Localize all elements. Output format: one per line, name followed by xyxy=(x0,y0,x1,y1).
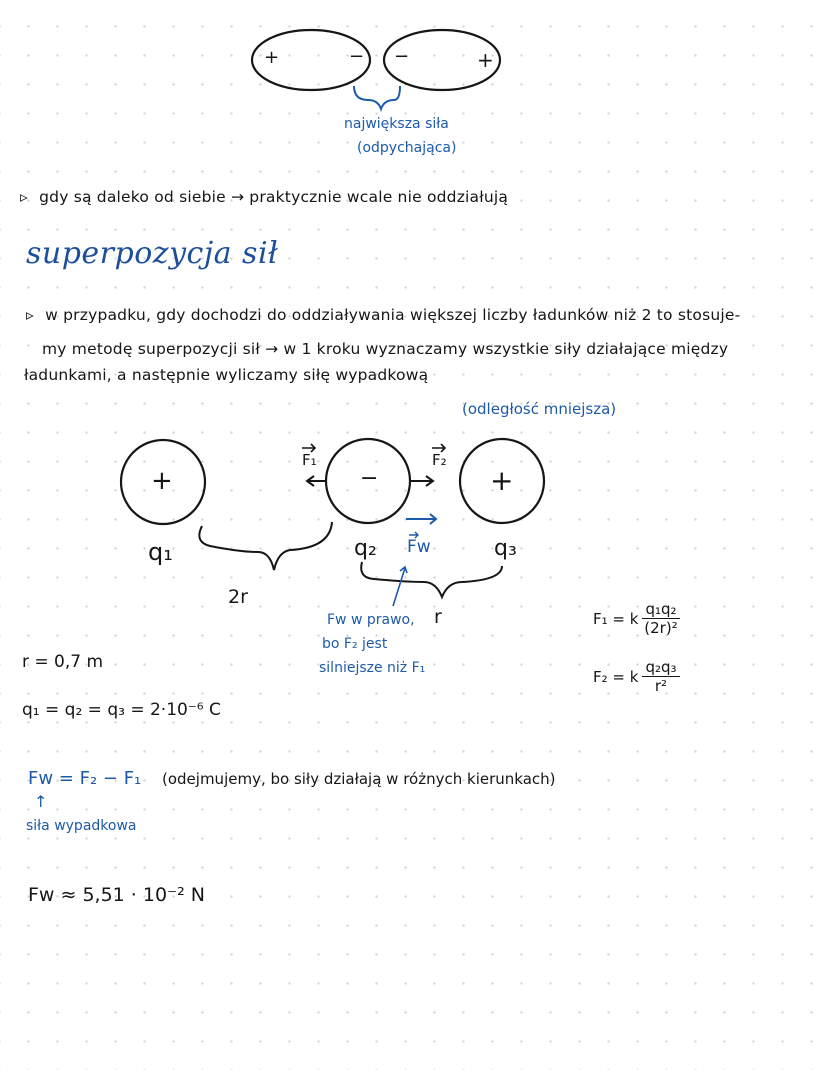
force-label-f2: F₂ xyxy=(432,451,447,469)
section-title: superpozycja sił xyxy=(26,236,279,271)
superposition-paragraph-line3: ładunkami, a następnie wyliczamy siłę wypadkową xyxy=(24,366,429,384)
max-force-note: największa siła xyxy=(344,116,449,132)
dipole-right-minus: − xyxy=(394,46,410,67)
brace-icon xyxy=(354,86,400,109)
resultant-force-label: siła wypadkowa xyxy=(26,818,137,834)
superposition-paragraph-line2: my metodę superpozycji sił → w 1 kroku wyznaczamy wszystkie siły działające między xyxy=(42,340,729,358)
formula-f1 xyxy=(593,600,680,638)
formula-f1-lhs: F₁ = k xyxy=(593,609,639,628)
dipole-right-plus: + xyxy=(477,48,494,72)
pointer-arrow-icon xyxy=(393,567,407,606)
final-result: Fw ≈ 5,51 · 10⁻² N xyxy=(28,884,205,906)
force-label-f1: F₁ xyxy=(302,451,317,469)
dipole-left-plus: + xyxy=(264,47,280,68)
brace-r xyxy=(361,562,502,597)
up-arrow-icon: ↑ xyxy=(34,792,48,811)
resultant-explanation: (odejmujemy, bo siły działają w różnych kierunkach) xyxy=(162,770,556,788)
resultant-note-line2: bo F₂ jest xyxy=(322,636,388,652)
paragraph-line1-text: w przypadku, gdy dochodzi do oddziaływania większej liczby ładunków niż 2 to stosuje- xyxy=(45,306,741,324)
resultant-arrow-icon xyxy=(406,514,436,524)
formula-f1-denominator: (2r)² xyxy=(644,619,678,637)
dipole-left-minus: − xyxy=(349,46,365,67)
charge-label-q1: q₁ xyxy=(148,538,173,566)
resultant-note-line1: Fw w prawo, xyxy=(327,612,415,628)
charge-sign-q3: + xyxy=(490,464,514,497)
distance-2r-label: 2r xyxy=(228,586,248,608)
distance-r-label: r xyxy=(434,606,442,628)
repulsive-note: (odpychająca) xyxy=(357,140,457,156)
formula-f2-lhs: F₂ = k xyxy=(593,667,639,686)
formula-f2 xyxy=(593,658,680,696)
formula-f1-fraction xyxy=(642,600,679,638)
distance-note: (odległość mniejsza) xyxy=(462,400,617,418)
formula-f2-numerator: q₂q₃ xyxy=(642,658,679,677)
charge-sign-q2: − xyxy=(360,466,379,491)
resultant-equation: Fw = F₂ − F₁ xyxy=(28,768,142,789)
formula-f1-numerator: q₁q₂ xyxy=(642,600,679,619)
given-charges: q₁ = q₂ = q₃ = 2·10⁻⁶ C xyxy=(22,700,221,720)
superposition-paragraph-line1 xyxy=(26,306,740,324)
charge-label-q3: q₃ xyxy=(494,536,517,561)
bullet-icon: ▹ xyxy=(20,188,28,206)
formula-f2-fraction xyxy=(642,658,679,696)
formula-f2-denominator: r² xyxy=(654,677,668,695)
brace-2r xyxy=(199,522,332,570)
far-apart-text: gdy są daleko od siebie → praktycznie wcale nie oddziałują xyxy=(39,188,509,206)
given-distance: r = 0,7 m xyxy=(22,652,104,672)
far-apart-note xyxy=(20,188,508,206)
charge-label-q2: q₂ xyxy=(354,536,377,561)
bullet-icon: ▹ xyxy=(26,306,34,324)
charge-sign-q1: + xyxy=(151,466,173,496)
resultant-note-line3: silniejsze niż F₁ xyxy=(319,660,426,676)
resultant-label: Fw xyxy=(407,537,431,557)
